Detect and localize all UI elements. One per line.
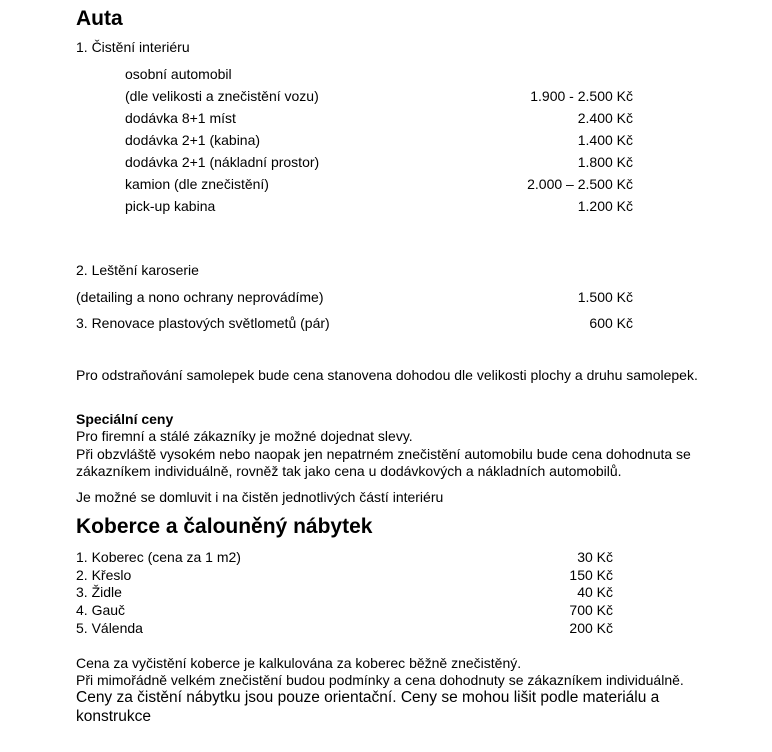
item-label: 4. Gauč: [76, 602, 126, 618]
section-2-price: 1.500 Kč: [577, 289, 633, 305]
item-label: 2. Křeslo: [76, 567, 132, 583]
special-prices-heading: Speciální ceny: [76, 411, 174, 427]
partial-cleaning-note: Je možné se domluvit i na čistěn jednotlivých částí interiéru: [76, 489, 444, 505]
auta-heading: Auta: [76, 7, 123, 30]
heavy-dirt-note: Při mimořádně velkém znečistění budou podmínky a cena dohodnuty se zákazníkem individuálně.: [76, 672, 684, 688]
carpet-note: Cena za vyčistění koberce je kalkulována za koberec běžně znečistěný.: [76, 655, 522, 671]
furniture-note-line-1: Ceny za čistění nábytku jsou pouze orientační. Ceny se mohou lišit podle materiálu a: [76, 689, 660, 706]
item-label: pick-up kabina: [125, 198, 216, 214]
item-label: (dle velikosti a znečistění vozu): [125, 88, 319, 104]
item-label: dodávka 2+1 (nákladní prostor): [125, 154, 320, 170]
special-line: Při obzvláště vysokém nebo naopak jen nepatrném znečistění automobilu bude cena dohodnuta se: [76, 446, 691, 462]
item-price: 700 Kč: [569, 602, 613, 618]
item-price: 200 Kč: [569, 620, 613, 636]
item-label: 1. Koberec (cena za 1 m2): [76, 549, 241, 565]
item-price: 1.900 - 2.500 Kč: [530, 88, 633, 104]
stickers-note: Pro odstraňování samolepek bude cena stanovena dohodou dle velikosti plochy a druhu samolepek.: [76, 367, 698, 383]
item-price: 150 Kč: [569, 567, 613, 583]
section-3-price: 600 Kč: [589, 315, 633, 331]
item-price: 1.800 Kč: [577, 154, 633, 170]
furniture-note-line-2: konstrukce: [76, 708, 151, 725]
item-price: 2.400 Kč: [577, 110, 633, 126]
item-price: 2.000 – 2.500 Kč: [527, 176, 633, 192]
item-price: 1.400 Kč: [577, 132, 633, 148]
section-3-title: 3. Renovace plastových světlometů (pár): [76, 315, 330, 331]
item-label: dodávka 8+1 míst: [125, 110, 236, 126]
section-1-title: 1. Čistění interiéru: [76, 39, 190, 55]
special-line: zákazníkem individuálně, rovněž tak jako cena u dodávkových a nákladních automobilů.: [76, 463, 622, 479]
section-2-note: (detailing a nono ochrany neprovádíme): [76, 289, 324, 305]
special-line: Pro firemní a stálé zákazníky je možné dojednat slevy.: [76, 428, 413, 444]
item-price: 30 Kč: [577, 549, 613, 565]
item-label: dodávka 2+1 (kabina): [125, 132, 261, 148]
section-2-title: 2. Leštění karoserie: [76, 262, 199, 278]
item-price: 40 Kč: [577, 584, 613, 600]
item-label: 3. Židle: [76, 584, 122, 600]
koberce-heading: Koberce a čalouněný nábytek: [76, 515, 373, 538]
item-price: 1.200 Kč: [577, 198, 633, 214]
item-label: osobní automobil: [125, 66, 232, 82]
item-label: 5. Válenda: [76, 620, 143, 636]
item-label: kamion (dle znečistění): [125, 176, 269, 192]
